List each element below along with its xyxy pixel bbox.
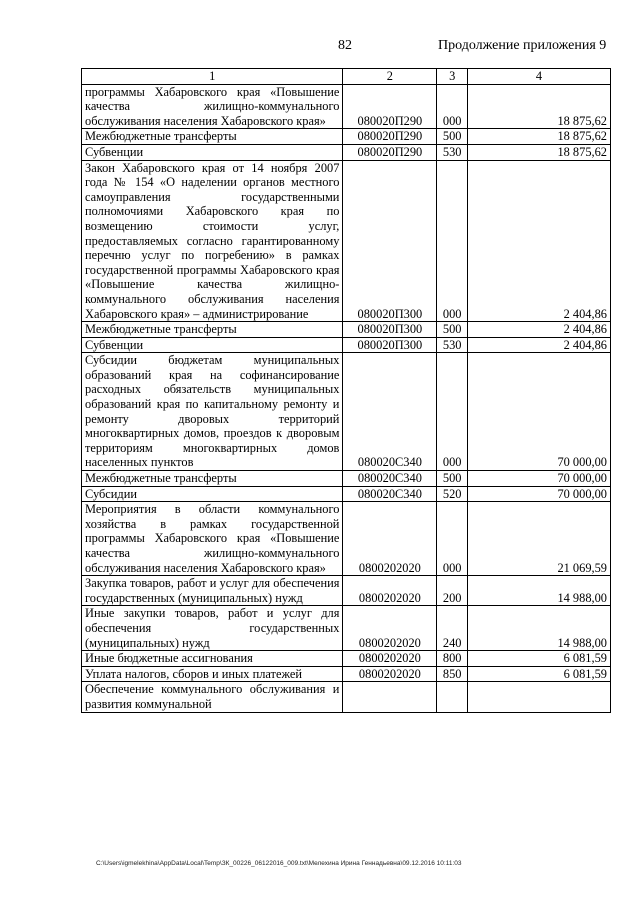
row-amount-cell: 70 000,00 <box>468 353 611 471</box>
table-row <box>82 651 611 667</box>
row-name-cell: Субвенции <box>82 144 343 160</box>
row-code-cell: 0800202020 <box>343 666 437 682</box>
row-amount-cell: 6 081,59 <box>468 666 611 682</box>
row-name-cell: Межбюджетные трансферты <box>82 471 343 487</box>
column-header: 2 <box>343 69 437 85</box>
table-row <box>82 144 611 160</box>
table-row <box>82 160 611 322</box>
row-amount-cell: 21 069,59 <box>468 502 611 576</box>
row-amount-cell: 18 875,62 <box>468 84 611 129</box>
table-row <box>82 486 611 502</box>
row-type-cell: 500 <box>437 129 468 145</box>
row-type-cell: 500 <box>437 322 468 338</box>
row-amount-cell <box>468 682 611 712</box>
row-code-cell: 080020П300 <box>343 322 437 338</box>
row-code-cell: 080020П300 <box>343 160 437 322</box>
row-amount-cell: 6 081,59 <box>468 651 611 667</box>
row-type-cell <box>437 682 468 712</box>
row-name-cell: Мероприятия в области коммунального хозяйства в рамках государственной программы Хабаровского края «Повышение качества жилищно-коммунального обслуживания населения Хабаровского края» <box>82 502 343 576</box>
row-code-cell: 080020П290 <box>343 84 437 129</box>
row-name-cell: Закупка товаров, работ и услуг для обеспечения государственных (муниципальных) нужд <box>82 576 343 606</box>
table-header-row <box>82 69 611 85</box>
table-row <box>82 129 611 145</box>
row-code-cell: 080020С340 <box>343 471 437 487</box>
row-amount-cell: 2 404,86 <box>468 322 611 338</box>
row-type-cell: 000 <box>437 84 468 129</box>
row-code-cell: 0800202020 <box>343 576 437 606</box>
row-amount-cell: 14 988,00 <box>468 576 611 606</box>
table-row <box>82 682 611 712</box>
table-row <box>82 84 611 129</box>
document-path-footer: C:\Users\igmelekhina\AppData\Local\Temp\ЗК_00226_06122016_009.txt\Мелехина Ирина Геннадьевна\09.12.2016 10:11:03 <box>96 860 462 867</box>
row-type-cell: 520 <box>437 486 468 502</box>
page-number: 82 <box>338 38 352 53</box>
row-name-cell: Субсидии бюджетам муниципальных образований края на софинансирование расходных обязательств муниципальных образований края по капитальному ремонту и ремонту дворовых территорий многоквартирных домов, проездов к дворовым территориям многоквартирных домов населенных пунктов <box>82 353 343 471</box>
row-name-cell: Субвенции <box>82 337 343 353</box>
row-amount-cell: 70 000,00 <box>468 471 611 487</box>
table-row <box>82 322 611 338</box>
row-name-cell: Иные бюджетные ассигнования <box>82 651 343 667</box>
budget-table <box>81 68 611 713</box>
column-header: 3 <box>437 69 468 85</box>
row-code-cell <box>343 682 437 712</box>
row-name-cell: Субсидии <box>82 486 343 502</box>
table-row <box>82 337 611 353</box>
row-code-cell: 0800202020 <box>343 502 437 576</box>
table-row <box>82 666 611 682</box>
row-type-cell: 000 <box>437 353 468 471</box>
row-name-cell: Межбюджетные трансферты <box>82 129 343 145</box>
row-name-cell: Закон Хабаровского края от 14 ноября 2007 года № 154 «О наделении органов местного самоуправления государственными полномочиями Хабаровского края по возмещению стоимости услуг, предоставляемых согласно гарантированному перечню услуг по погребению» в рамках государственной программы Хабаровского края «Повышение качества жилищно-коммунального обслуживания населения Хабаровского края» – администрирование <box>82 160 343 322</box>
row-type-cell: 530 <box>437 144 468 160</box>
column-header: 1 <box>82 69 343 85</box>
table-row <box>82 471 611 487</box>
row-code-cell: 0800202020 <box>343 651 437 667</box>
row-type-cell: 530 <box>437 337 468 353</box>
row-type-cell: 200 <box>437 576 468 606</box>
row-code-cell: 080020С340 <box>343 486 437 502</box>
row-name-cell: Межбюджетные трансферты <box>82 322 343 338</box>
row-type-cell: 850 <box>437 666 468 682</box>
row-type-cell: 500 <box>437 471 468 487</box>
row-name-cell: Уплата налогов, сборов и иных платежей <box>82 666 343 682</box>
row-amount-cell: 18 875,62 <box>468 144 611 160</box>
table-row <box>82 502 611 576</box>
row-name-cell: программы Хабаровского края «Повышение качества жилищно-коммунального обслуживания населения Хабаровского края» <box>82 84 343 129</box>
row-amount-cell: 18 875,62 <box>468 129 611 145</box>
row-code-cell: 080020П300 <box>343 337 437 353</box>
row-code-cell: 080020П290 <box>343 129 437 145</box>
row-amount-cell: 14 988,00 <box>468 606 611 651</box>
row-name-cell: Обеспечение коммунального обслуживания и развития коммунальной <box>82 682 343 712</box>
table-row <box>82 353 611 471</box>
row-type-cell: 000 <box>437 160 468 322</box>
row-amount-cell: 2 404,86 <box>468 160 611 322</box>
table-row <box>82 606 611 651</box>
column-header: 4 <box>468 69 611 85</box>
table-row <box>82 576 611 606</box>
row-code-cell: 080020С340 <box>343 353 437 471</box>
row-type-cell: 000 <box>437 502 468 576</box>
row-code-cell: 0800202020 <box>343 606 437 651</box>
row-amount-cell: 70 000,00 <box>468 486 611 502</box>
row-amount-cell: 2 404,86 <box>468 337 611 353</box>
appendix-continuation-label: Продолжение приложения 9 <box>438 38 607 53</box>
row-code-cell: 080020П290 <box>343 144 437 160</box>
row-name-cell: Иные закупки товаров, работ и услуг для обеспечения государственных (муниципальных) нужд <box>82 606 343 651</box>
row-type-cell: 240 <box>437 606 468 651</box>
row-type-cell: 800 <box>437 651 468 667</box>
